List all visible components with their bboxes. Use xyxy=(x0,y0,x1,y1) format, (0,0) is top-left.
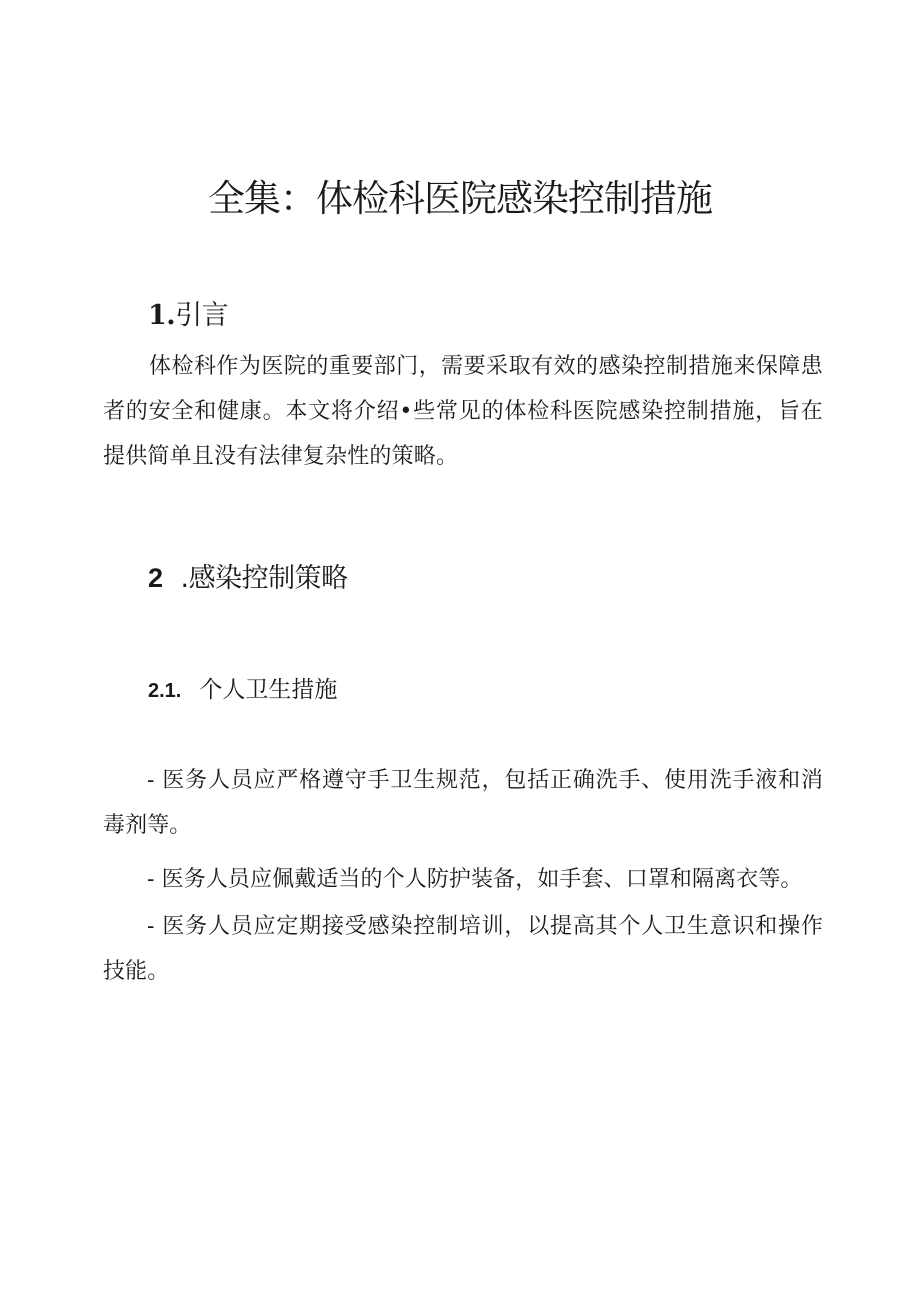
subsection-2-1-heading xyxy=(148,672,337,709)
section-1-number: 1. xyxy=(148,300,176,331)
section-1-heading xyxy=(148,296,228,336)
section-2-heading xyxy=(148,558,348,599)
bullet-item: - 医务人员应佩戴适当的个人防护装备，如手套、口罩和隔离衣等。 xyxy=(147,867,803,892)
section-2-number: 2 xyxy=(148,563,163,593)
section-1-paragraph: 体检科作为医院的重要部门，需要采取有效的感染控制措施来保障患者的安全和健康。本文将介绍•些常见的体检科医院感染控制措施，旨在提供简单且没有法律复杂性的策略。 xyxy=(103,354,823,469)
bullet-item: - 医务人员应严格遵守手卫生规范，包括正确洗手、使用洗手液和消毒剂等。 xyxy=(103,768,823,838)
document-title: 全集：体检科医院感染控制措施 xyxy=(208,177,712,220)
section-2-title: .感染控制策略 xyxy=(180,563,348,594)
subsection-2-1-number: 2.1. xyxy=(148,680,182,702)
section-1-title: 引言 xyxy=(175,300,229,331)
bullet-item: - 医务人员应定期接受感染控制培训，以提高其个人卫生意识和操作技能。 xyxy=(103,914,823,984)
subsection-2-1-title: 个人卫生措施 xyxy=(199,677,338,703)
